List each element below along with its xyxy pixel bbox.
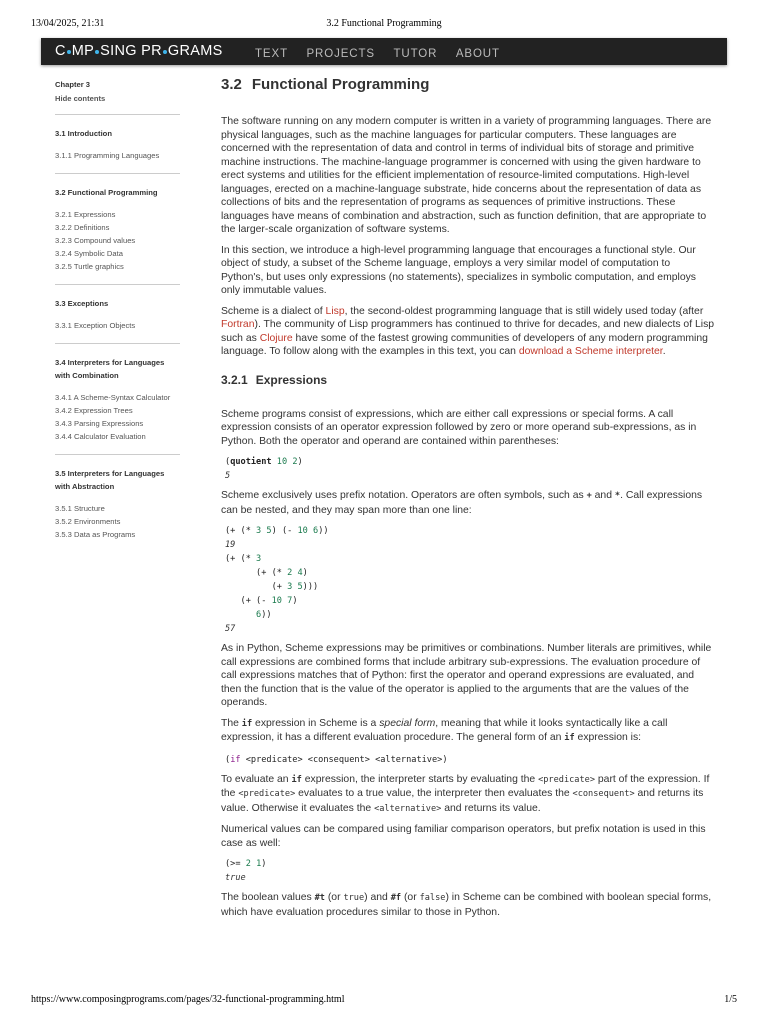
code-block: (quotient 10 2) 5 xyxy=(225,457,303,481)
paragraph: The software running on any modern computer is written in a variety of programming languages. There are physical languages, such as the machine languages for particular computers. These languages are concerned with the representation of data and control in terms of individual bits of storage and primitive machine instructions. The machine-language programmer is concerned with using the given hardware to erect systems and utilities for the efficient implementation of resource-limited computations. High-level languages, erected on a machine-language substrate, hide concerns about the representation of data as collections of bits and the representation of programs as sequences of primitive instructions. These languages have means of combination and abstraction, such as function definition, that are appropriate to the larger-scale organization of software systems. xyxy=(221,116,712,235)
nav-link-tutor[interactable]: TUTOR xyxy=(393,48,438,60)
sidebar-item[interactable]: 3.5.3 Data as Programs xyxy=(55,530,136,539)
print-title: 3.2 Functional Programming xyxy=(326,18,442,29)
paragraph: In this section, we introduce a high-level programming language that encourages a functional style. Our object of study, a subset of the Scheme language, employs a very similar model of computation to Python's, but uses only expressions (no statements), specializes in symbolic computation, and employs only immutable values. xyxy=(221,244,696,296)
code-block: (if <predicate> <consequent> <alternative>) xyxy=(225,754,448,765)
section-heading: 3.2.1 Expressions xyxy=(221,372,328,387)
nav-link-about[interactable]: ABOUT xyxy=(455,48,500,60)
paragraph: To evaluate an if expression, the interpreter starts by evaluating the <predicate> part of the expression. If the <predicate> evaluates to a true value, the interpreter then evaluates the <consequent> and returns its value. Otherwise it evaluates the <alternative> and returns its value. xyxy=(221,773,710,814)
sidebar-item[interactable]: 3.4.1 A Scheme-Syntax Calculator xyxy=(55,393,171,402)
sidebar-item[interactable]: 3.5.2 Environments xyxy=(55,517,121,526)
link-clojure[interactable]: Clojure xyxy=(259,332,293,344)
sidebar-item[interactable]: 3.2.3 Compound values xyxy=(55,236,136,245)
sidebar-item[interactable]: 3.5.1 Structure xyxy=(55,504,105,513)
sidebar-item[interactable]: 3.3.1 Exception Objects xyxy=(55,321,136,330)
print-page-number: 1/5 xyxy=(724,994,737,1005)
print-datetime: 13/04/2025, 21:31 xyxy=(31,18,105,29)
sidebar-item[interactable]: 3.4.2 Expression Trees xyxy=(55,406,133,415)
logo-dot-icon xyxy=(163,50,167,54)
paragraph: Numerical values can be compared using familiar comparison operators, but prefix notation is used in this case as well: xyxy=(221,824,706,849)
code-result: 19 xyxy=(225,540,236,550)
sidebar-item[interactable]: 3.1.1 Programming Languages xyxy=(55,151,160,160)
sidebar-section-3-2[interactable]: 3.2 Functional Programming xyxy=(55,188,158,197)
sidebar-divider xyxy=(55,173,180,174)
code-result: 5 xyxy=(225,471,231,481)
code-result: true xyxy=(225,873,246,883)
link-download-interpreter[interactable]: download a Scheme interpreter xyxy=(518,346,663,357)
paragraph: Scheme is a dialect of Lisp, the second-oldest programming language that is still widely used today (after Fortran). The community of Lisp programmers has continued to thrive for decades, and new dialects of Lisp such as Clojure have some of the fastest growing communities of developers of any modern programming language. To follow along with the examples in this text, you can download a Scheme interpreter. xyxy=(221,305,715,357)
print-footer xyxy=(31,994,737,1008)
sidebar-item[interactable]: 3.2.5 Turtle graphics xyxy=(55,262,124,271)
code-block: (+ (* 3 5) (- 10 6)) 19 (+ (* 3 (+ (* 2 4) (+ 3 5))) (+ (- 10 7) 6)) 57 xyxy=(225,526,329,634)
sidebar-item[interactable]: 3.4.3 Parsing Expressions xyxy=(55,419,144,428)
sidebar-divider xyxy=(55,454,180,455)
code-result: 57 xyxy=(225,624,236,634)
paragraph: The boolean values #t (or true) and #f (or false) in Scheme can be combined with boolean special forms, which have evaluation procedures similar to those in Python. xyxy=(221,892,712,918)
sidebar-item[interactable]: 3.4.4 Calculator Evaluation xyxy=(55,432,146,441)
page-title: 3.2 Functional Programming xyxy=(221,76,430,93)
paragraph: As in Python, Scheme expressions may be primitives or combinations. Number literals are primitives, while call expressions are combined forms that include arbitrary sub-expressions. The evaluation procedure of call expressions matches that of Python: first the operator and operand expressions are evaluated, and then the function that is the value of the operator is applied to the arguments that are the values of the operands. xyxy=(221,643,712,708)
paragraph: Scheme programs consist of expressions, which are either call expressions or special forms. A call expression consists of an operator expression followed by zero or more operand sub-expressions, as in Python. Both the operator and operand are contained within parentheses: xyxy=(221,408,697,447)
sidebar-divider xyxy=(55,343,180,344)
nav-link-text[interactable]: TEXT xyxy=(255,48,288,60)
site-logo[interactable]: C MP SING PR GRAMS xyxy=(55,43,223,59)
sidebar-section-3-1[interactable]: 3.1 Introduction xyxy=(55,129,112,138)
nav-link-projects[interactable]: PROJECTS xyxy=(306,48,375,60)
print-url: https://www.composingprograms.com/pages/32-functional-programming.html xyxy=(31,994,345,1005)
sidebar-divider xyxy=(55,284,180,285)
sidebar-divider xyxy=(55,114,180,115)
hide-contents-link[interactable]: Hide contents xyxy=(55,94,106,103)
sidebar-item[interactable]: 3.2.2 Definitions xyxy=(55,223,110,232)
sidebar-section-3-5[interactable]: 3.5 Interpreters for Languages with Abstraction xyxy=(55,469,165,491)
print-header xyxy=(31,18,737,32)
paragraph: The if expression in Scheme is a special form, meaning that while it looks syntactically like a call expression, it has a different evaluation procedure. The general form of an if expression is: xyxy=(221,717,668,743)
sidebar-item[interactable]: 3.2.1 Expressions xyxy=(55,210,116,219)
code-block: (>= 2 1) true xyxy=(225,859,267,883)
link-fortran[interactable]: Fortran xyxy=(221,319,255,330)
sidebar-item[interactable]: 3.2.4 Symbolic Data xyxy=(55,249,123,258)
main-content xyxy=(221,76,715,926)
paragraph: Scheme exclusively uses prefix notation. Operators are often symbols, such as + and *. Call expressions can be nested, and they may span more than one line: xyxy=(221,490,703,516)
link-lisp[interactable]: Lisp xyxy=(325,305,345,317)
top-navbar xyxy=(41,38,727,65)
nav-links xyxy=(255,44,514,62)
sidebar-section-3-4[interactable]: 3.4 Interpreters for Languages with Combination xyxy=(55,358,165,380)
sidebar-chapter[interactable]: Chapter 3 xyxy=(55,80,91,89)
logo-dot-icon xyxy=(67,50,71,54)
sidebar-section-3-3[interactable]: 3.3 Exceptions xyxy=(55,299,109,308)
sidebar-toc xyxy=(55,80,180,541)
logo-dot-icon xyxy=(95,50,99,54)
